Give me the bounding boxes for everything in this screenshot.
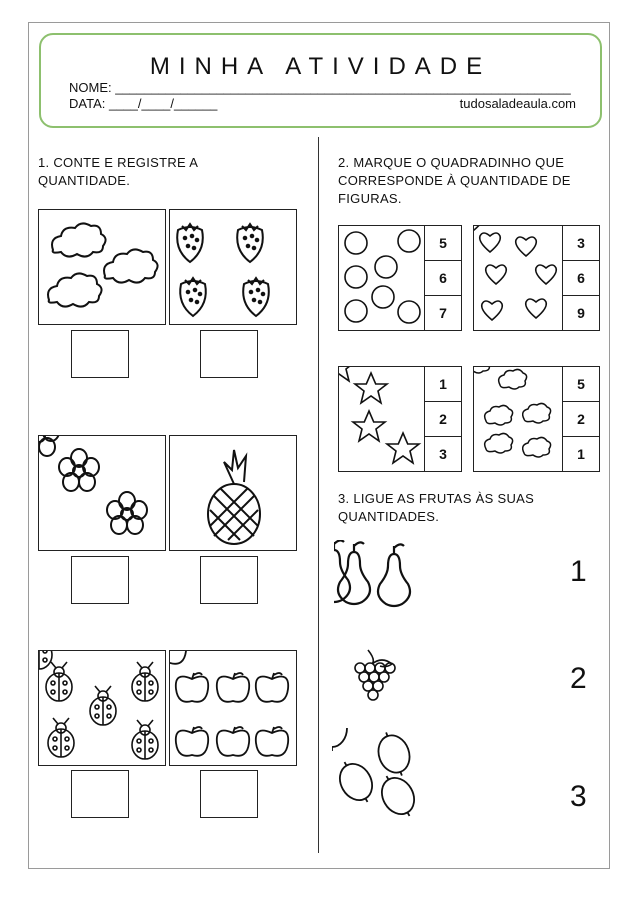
option-box[interactable]: 1	[577, 446, 585, 462]
option-box[interactable]: 6	[563, 261, 599, 296]
options-clouds	[562, 367, 599, 471]
apples-illustration	[170, 651, 298, 767]
answer-box-apples[interactable]	[200, 770, 258, 818]
options-hearts	[562, 226, 599, 330]
panel-clouds	[38, 209, 166, 325]
group-circles	[338, 225, 462, 331]
option-box[interactable]: 3	[439, 446, 447, 462]
flowers-illustration	[39, 436, 167, 552]
answer-box-flowers[interactable]	[71, 556, 129, 604]
option-box[interactable]: 2	[425, 402, 461, 437]
answer-box-ladybugs[interactable]	[71, 770, 129, 818]
option-box[interactable]: 5	[563, 367, 599, 402]
group-clouds	[473, 366, 600, 472]
strawberries-illustration	[170, 210, 298, 326]
grapes-illustration	[346, 644, 406, 710]
date-line: DATA: ____/____/______	[69, 96, 218, 111]
page-title: MINHA ATIVIDADE	[149, 53, 492, 80]
panel-pineapple	[169, 435, 297, 551]
circles-illustration	[339, 226, 427, 332]
option-box[interactable]: 5	[425, 226, 461, 261]
grapes	[346, 644, 406, 710]
name-line: NOME: _______________________________________________________________	[69, 80, 571, 95]
number-3[interactable]: 3	[570, 780, 587, 813]
panel-apples	[169, 650, 297, 766]
option-box[interactable]: 3	[563, 226, 599, 261]
panel-flowers	[38, 435, 166, 551]
ladybugs-illustration	[39, 651, 167, 767]
option-box[interactable]: 6	[425, 261, 461, 296]
hearts-illustration	[474, 226, 564, 332]
option-box[interactable]: 1	[425, 367, 461, 402]
pineapple-illustration	[170, 436, 298, 552]
answer-box-pineapple[interactable]	[200, 556, 258, 604]
header	[39, 33, 602, 128]
options-circles	[424, 226, 461, 330]
lemons	[332, 728, 424, 820]
pears-illustration	[334, 540, 420, 614]
q3-instruction: 3. LIGUE AS FRUTAS ÀS SUAS QUANTIDADES.	[338, 491, 535, 524]
option-box[interactable]: 2	[563, 402, 599, 437]
q2-instruction: 2. MARQUE O QUADRADINHO QUE CORRESPONDE À QUANTIDADE DE FIGURAS.	[338, 155, 571, 206]
lemons-illustration	[332, 728, 424, 820]
panel-ladybugs	[38, 650, 166, 766]
group-hearts	[473, 225, 600, 331]
option-box[interactable]: 9	[577, 305, 585, 321]
option-box[interactable]: 7	[439, 305, 447, 321]
group-stars	[338, 366, 462, 472]
column-divider	[318, 137, 319, 853]
stars-illustration	[339, 367, 427, 473]
clouds-illustration	[39, 210, 167, 326]
answer-box-strawberries[interactable]	[200, 330, 258, 378]
site-name: tudosaladeaula.com	[459, 96, 576, 111]
panel-strawberries	[169, 209, 297, 325]
pears	[334, 540, 420, 614]
answer-box-clouds[interactable]	[71, 330, 129, 378]
small-clouds-illustration	[474, 367, 564, 473]
number-1[interactable]: 1	[570, 555, 587, 588]
number-2[interactable]: 2	[570, 662, 587, 695]
q1-instruction: 1. CONTE E REGISTRE A QUANTIDADE.	[38, 155, 198, 188]
options-stars	[424, 367, 461, 471]
